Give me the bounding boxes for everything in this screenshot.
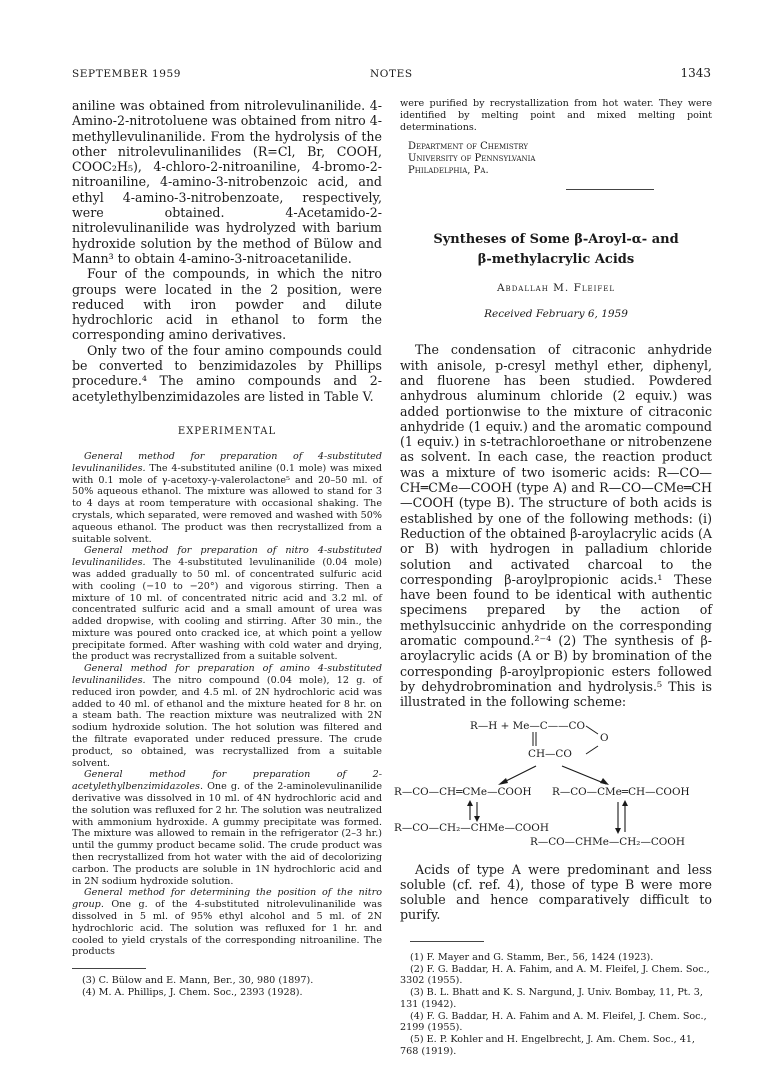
method-amino-levulinanilides xyxy=(72,663,382,769)
closing-paragraph: Acids of type A were predominant and less soluble (cf. ref. 4), those of type B were more soluble and hence comparatively difficult to purify. xyxy=(400,861,712,923)
method-title: General method for determining the position of the nitro group. xyxy=(72,887,382,911)
continuation-text: were purified by recrystallization from hot water. They were identified by melting point and mixed melting point determinations. xyxy=(400,98,712,133)
method-text: The 4-substituted levulinanilide (0.04 mole) was added gradually to 50 ml. of concentrated sulfuric acid with cooling (−10 to −20°) and vigorous stirring. Then a mixture of 10 ml. of concentrated nitric acid and 3.2 ml. of concentrated sulfuric acid and a small amount of urea was added dropwise, with cooling and stirring. After 30 min., the mixture was poured onto cracked ice, at which point a yellow precipitate formed. After washing with cold water and drying, the product was recrystallized from a suitable solvent. xyxy=(72,557,382,663)
page-number: 1343 xyxy=(680,66,711,80)
reference-1: (1) F. Mayer and G. Stamm, Ber., 56, 1424 (1923). xyxy=(410,951,654,963)
reaction-scheme xyxy=(394,716,712,848)
method-text: The 4-substituted aniline (0.1 mole) was mixed with 0.1 mole of γ-acetoxy-γ-valerolactone⁵ and 20–50 ml. of 50% aqueous ethanol. The mixture was allowed to stand for 3 to 4 days at room temperature with occasional shaking. The crystals, which separated, were removed and washed with 50% aqueous ethanol. The product was then recrystallized from a suitable solvent. xyxy=(72,462,382,545)
method-nitro-levulinanilides xyxy=(72,545,382,663)
scheme-reactants: R—H + Me—C——CO xyxy=(470,719,585,732)
reference-5: (5) E. P. Kohler and H. Engelbrecht, J. Am. Chem. Soc., 41, 768 (1919). xyxy=(400,1034,695,1058)
method-nitro-position xyxy=(72,887,382,958)
reference-4: (4) F. G. Baddar, H. A. Fahim and A. M. Fleifel, J. Chem. Soc., 2199 (1955). xyxy=(400,1010,707,1034)
intro-paragraph-3: Only two of the four amino compounds could be converted to benzimidazoles by Phillips procedure.⁴ The amino compounds and 2-acetylethylbenzimidazoles are listed in Table V. xyxy=(72,342,382,404)
method-benzimidazoles xyxy=(72,769,382,887)
body-paragraph: The condensation of citraconic anhydride with anisole, p-cresyl methyl ether, diphenyl, and fluorene has been studied. Powdered anhydrous aluminum chloride (2 equiv.) was added portionwise to the mixture of citraconic anhydride (1 equiv.) and the aromatic compound (1 equiv.) in s-tetrachloroethane or nitrobenzene as solvent. In each case, the reaction product was a mixture of two isomeric acids: R—CO—CH═CMe—COOH (type A) and R—CO—CMe═CH—COOH (type B). The structure of both acids is established by one of the following methods: (i) Reduction of the obtained β-aroylacrylic acids (A or B) with hydrogen in palladium chloride solution and activated charcoal to the corresponding β-aroylpropionic acids.¹ These have been found to be identical with authentic specimens prepared by the action of methylsuccinic anhydride on the corresponding aromatic compound.²⁻⁴ (2) The synthesis of β-aroylacrylic acids (A or B) by bromination of the corresponding β-aroylpropionic esters followed by dehydrobromination and hydrolysis.⁵ This is illustrated in the following scheme: xyxy=(400,342,712,710)
received-date: Received February 6, 1959 xyxy=(484,308,628,321)
affiliation-department: Department of Chemistry xyxy=(408,141,529,153)
method-text: One g. of the 4-substituted nitrolevulinanilide was dissolved in 5 ml. of 95% ethyl alcohol and 5 ml. of 2N hydrochloric acid. The solution was refluxed for 1 hr. and cooled to yield crystals of the corresponding nitroaniline. The products xyxy=(72,899,382,958)
method-title: General method for preparation of 4-substituted levulinanilides. xyxy=(72,450,382,474)
scheme-product-a: R—CO—CH═CMe—COOH xyxy=(394,785,532,798)
scheme-reduced-b: R—CO—CHMe—CH₂—COOH xyxy=(530,835,685,848)
affiliation xyxy=(408,141,712,177)
affiliation-university: University of Pennsylvania xyxy=(408,153,536,165)
references xyxy=(400,941,712,1058)
method-title: General method for preparation of amino 4-substituted levulinanilides. xyxy=(72,663,382,687)
method-title: General method for preparation of nitro 4-substituted levulinanilides. xyxy=(72,545,382,569)
right-column xyxy=(394,98,712,1058)
method-text: One g. of the 2-aminolevulinanilide derivative was dissolved in 10 ml. of 4N hydrochloric acid and the solution was refluxed for 2 hr. The solution was neutralized with ammonium hydroxide. A gummy precipitate was formed. The mixture was allowed to remain in the refrigerator (2–3 hr.) until the gummy product became solid. The crude product was then recrystallized from hot water with the aid of decolorizing carbon. The products are soluble in 1N hydrochloric acid and in 2N sodium hydroxide solution. xyxy=(72,781,382,887)
reference-3: (3) B. L. Bhatt and K. S. Nargund, J. Univ. Bombay, 11, Pt. 3, 131 (1942). xyxy=(400,987,703,1010)
author-name: Abdallah M. Fleifel xyxy=(496,282,616,295)
title-line-1: Syntheses of Some β-Aroyl-α- and xyxy=(433,232,679,248)
method-levulinanilides xyxy=(72,451,382,545)
intro-paragraph-2: Four of the compounds, in which the nitro groups were located in the 2 position, were reduced with iron powder and dilute hydrochloric acid in ethanol to form the corresponding amino derivatives. xyxy=(72,266,382,343)
intro-paragraph-1: aniline was obtained from nitrolevulinanilide. 4-Amino-2-nitrotoluene was obtained from nitro 4-methyllevulinanilide. From the hydrolysis of the other nitrolevulinanilides (R=Cl, Br, COOH, COOC₂H₅), 4-chloro-2-nitroaniline, 4-bromo-2-nitroaniline, 4-amino-3-nitrobenzoic acid, and ethyl 4-amino-3-nitrobenzoate, respectively, were obtained. 4-Acetamido-2-nitrolevulinanilide was hydrolyzed with barium hydroxide solution by the method of Bülow and Mann³ to obtain 4-amino-3-nitroacetanilide. xyxy=(72,98,382,266)
method-text: The nitro compound (0.04 mole), 12 g. of reduced iron powder, and 4.5 ml. of 2N hydrochloric acid was added to 40 ml. of ethanol and the mixture heated for 8 hr. on a steam bath. The reaction mixture was neutralized with 2N sodium hydroxide solution. The hot solution was filtered and the filtrate evaporated under reduced pressure. The crude product, so obtained, was recrystallized from a suitable solvent. xyxy=(72,675,382,769)
scheme-anhydride-ring: CH—CO xyxy=(528,747,572,760)
running-header-date: SEPTEMBER 1959 xyxy=(72,68,182,80)
experimental-heading: EXPERIMENTAL xyxy=(177,425,277,437)
scheme-product-b: R—CO—CMe═CH—COOH xyxy=(552,785,690,798)
reference-2: (2) F. G. Baddar, H. A. Fahim, and A. M. Fleifel, J. Chem. Soc., 3302 (1955). xyxy=(400,963,710,987)
method-title: General method for preparation of 2-acetylethylbenzimidazoles. xyxy=(72,769,382,793)
article-title xyxy=(400,230,712,270)
left-column xyxy=(72,98,382,999)
article-separator xyxy=(566,189,654,190)
footnote-3: (3) C. Bülow and E. Mann, Ber., 30, 980 (1897). xyxy=(82,975,314,987)
scheme-reduced-a: R—CO—CH₂—CHMe—COOH xyxy=(394,821,549,834)
title-line-2: β-methylacrylic Acids xyxy=(477,252,635,268)
footnote-4: (4) M. A. Phillips, J. Chem. Soc., 2393 (1928). xyxy=(82,987,303,998)
footnote-divider xyxy=(72,968,146,969)
running-header-section: NOTES xyxy=(370,68,413,80)
references-divider xyxy=(410,941,484,942)
affiliation-city: Philadelphia, Pa. xyxy=(408,165,489,177)
scheme-anhydride-oxygen: O xyxy=(600,731,609,744)
